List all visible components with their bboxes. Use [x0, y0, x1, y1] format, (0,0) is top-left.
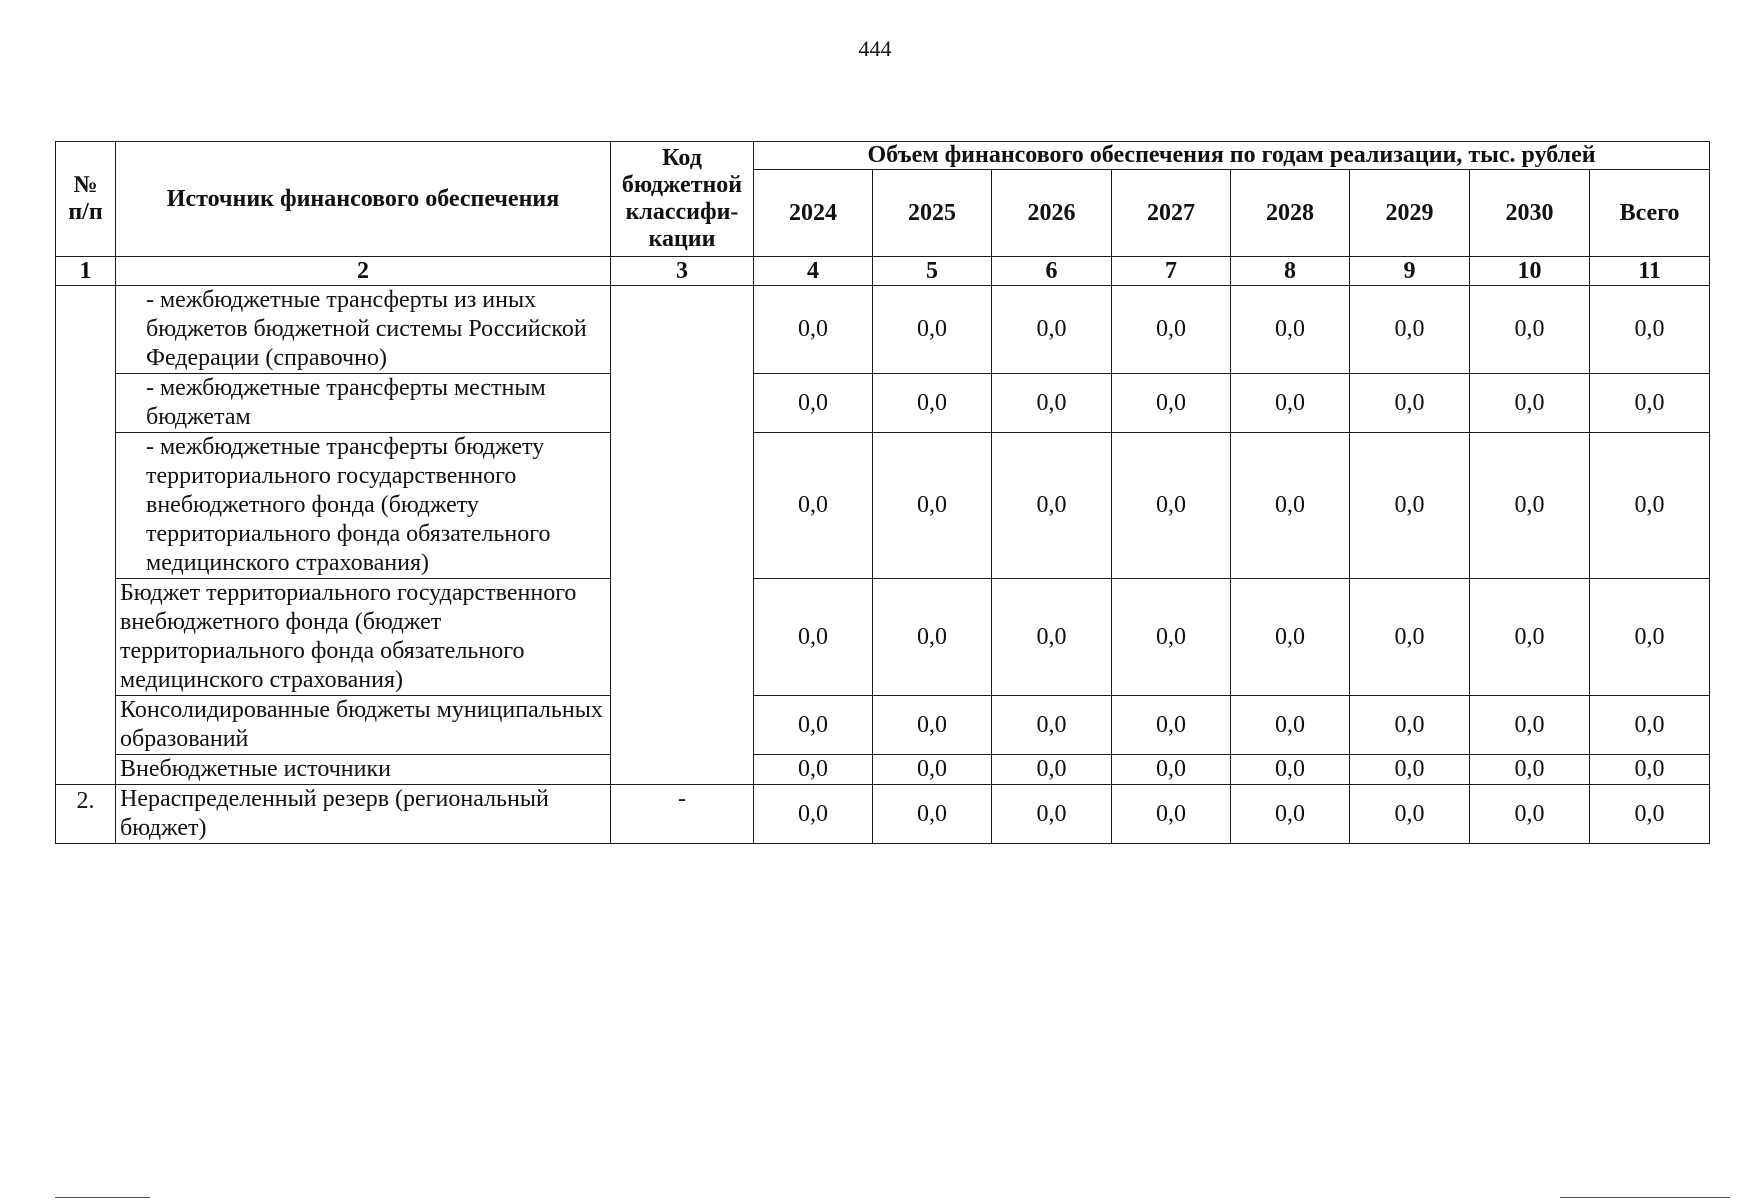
value-cell: 0,0	[1112, 785, 1231, 844]
row-num: 2.	[56, 785, 116, 844]
value-cell: 0,0	[754, 785, 873, 844]
total-cell: 0,0	[1590, 755, 1710, 785]
column-number: 1	[56, 257, 116, 286]
value-cell: 0,0	[873, 755, 992, 785]
row-source: Внебюджетные источники	[116, 755, 611, 785]
column-number: 2	[116, 257, 611, 286]
header-year: 2030	[1470, 170, 1590, 257]
value-cell: 0,0	[1350, 286, 1470, 374]
value-cell: 0,0	[1350, 374, 1470, 433]
header-year: 2028	[1231, 170, 1350, 257]
financing-table	[55, 141, 1710, 844]
scan-edge-line	[1560, 1197, 1730, 1198]
value-cell: 0,0	[992, 579, 1112, 696]
value-cell: 0,0	[1231, 433, 1350, 579]
value-cell: 0,0	[1470, 579, 1590, 696]
value-cell: 0,0	[754, 286, 873, 374]
value-cell: 0,0	[1350, 785, 1470, 844]
value-cell: 0,0	[873, 785, 992, 844]
value-cell: 0,0	[1470, 286, 1590, 374]
value-cell: 0,0	[1470, 755, 1590, 785]
value-cell: 0,0	[1231, 374, 1350, 433]
column-number: 10	[1470, 257, 1590, 286]
total-cell: 0,0	[1590, 433, 1710, 579]
header-year: 2029	[1350, 170, 1470, 257]
row-source: - межбюджетные трансферты бюджету территориального государственного внебюджетного фонда (бюджету территориального фонда обязательного медицинского страхования)	[116, 433, 611, 579]
column-number: 6	[992, 257, 1112, 286]
column-number: 5	[873, 257, 992, 286]
header-total: Всего	[1590, 170, 1710, 257]
header-year: 2025	[873, 170, 992, 257]
value-cell: 0,0	[992, 286, 1112, 374]
scan-edge-line	[55, 1197, 150, 1198]
table-row	[56, 433, 1710, 579]
row-source: Бюджет территориального государственного внебюджетного фонда (бюджет территориального фонда обязательного медицинского страхования)	[116, 579, 611, 696]
table-row	[56, 374, 1710, 433]
header-volume: Объем финансового обеспечения по годам реализации, тыс. рублей	[754, 142, 1710, 170]
value-cell: 0,0	[1231, 579, 1350, 696]
value-cell: 0,0	[1231, 696, 1350, 755]
value-cell: 0,0	[873, 286, 992, 374]
header-row-1	[56, 142, 1710, 170]
table-row	[56, 286, 1710, 374]
value-cell: 0,0	[754, 696, 873, 755]
header-num: № п/п	[56, 142, 116, 257]
total-cell: 0,0	[1590, 696, 1710, 755]
header-year: 2027	[1112, 170, 1231, 257]
total-cell: 0,0	[1590, 374, 1710, 433]
header-code: Код бюджетной классифи-кации	[611, 142, 754, 257]
row-source: Нераспределенный резерв (региональный бюджет)	[116, 785, 611, 844]
row-num-cell	[56, 286, 116, 785]
row-code-cell	[611, 286, 754, 785]
column-number: 8	[1231, 257, 1350, 286]
value-cell: 0,0	[1350, 579, 1470, 696]
value-cell: 0,0	[873, 696, 992, 755]
page-number: 444	[858, 36, 892, 61]
value-cell: 0,0	[1470, 696, 1590, 755]
value-cell: 0,0	[873, 374, 992, 433]
row-source: Консолидированные бюджеты муниципальных образований	[116, 696, 611, 755]
value-cell: 0,0	[992, 696, 1112, 755]
row-source: - межбюджетные трансферты из иных бюджетов бюджетной системы Российской Федерации (справочно)	[116, 286, 611, 374]
value-cell: 0,0	[754, 755, 873, 785]
value-cell: 0,0	[1112, 374, 1231, 433]
value-cell: 0,0	[992, 374, 1112, 433]
total-cell: 0,0	[1590, 286, 1710, 374]
value-cell: 0,0	[992, 785, 1112, 844]
value-cell: 0,0	[1470, 785, 1590, 844]
header-year: 2026	[992, 170, 1112, 257]
header-year: 2024	[754, 170, 873, 257]
column-number: 11	[1590, 257, 1710, 286]
value-cell: 0,0	[1112, 696, 1231, 755]
value-cell: 0,0	[1231, 286, 1350, 374]
table-row	[56, 785, 1710, 844]
value-cell: 0,0	[754, 433, 873, 579]
row-source: - межбюджетные трансферты местным бюджетам	[116, 374, 611, 433]
column-number: 9	[1350, 257, 1470, 286]
value-cell: 0,0	[1470, 433, 1590, 579]
value-cell: 0,0	[992, 433, 1112, 579]
table-row	[56, 579, 1710, 696]
column-number: 7	[1112, 257, 1231, 286]
total-cell: 0,0	[1590, 579, 1710, 696]
column-number: 3	[611, 257, 754, 286]
value-cell: 0,0	[1350, 755, 1470, 785]
column-number-row	[56, 257, 1710, 286]
header-source: Источник финансового обеспечения	[116, 142, 611, 257]
value-cell: 0,0	[1231, 785, 1350, 844]
value-cell: 0,0	[754, 579, 873, 696]
value-cell: 0,0	[1112, 433, 1231, 579]
table-row	[56, 696, 1710, 755]
row-code: -	[611, 785, 754, 844]
value-cell: 0,0	[754, 374, 873, 433]
value-cell: 0,0	[873, 433, 992, 579]
column-number: 4	[754, 257, 873, 286]
value-cell: 0,0	[1112, 579, 1231, 696]
value-cell: 0,0	[1350, 696, 1470, 755]
value-cell: 0,0	[1112, 755, 1231, 785]
value-cell: 0,0	[992, 755, 1112, 785]
table-row	[56, 755, 1710, 785]
total-cell: 0,0	[1590, 785, 1710, 844]
value-cell: 0,0	[1112, 286, 1231, 374]
value-cell: 0,0	[1231, 755, 1350, 785]
value-cell: 0,0	[1350, 433, 1470, 579]
value-cell: 0,0	[1470, 374, 1590, 433]
value-cell: 0,0	[873, 579, 992, 696]
